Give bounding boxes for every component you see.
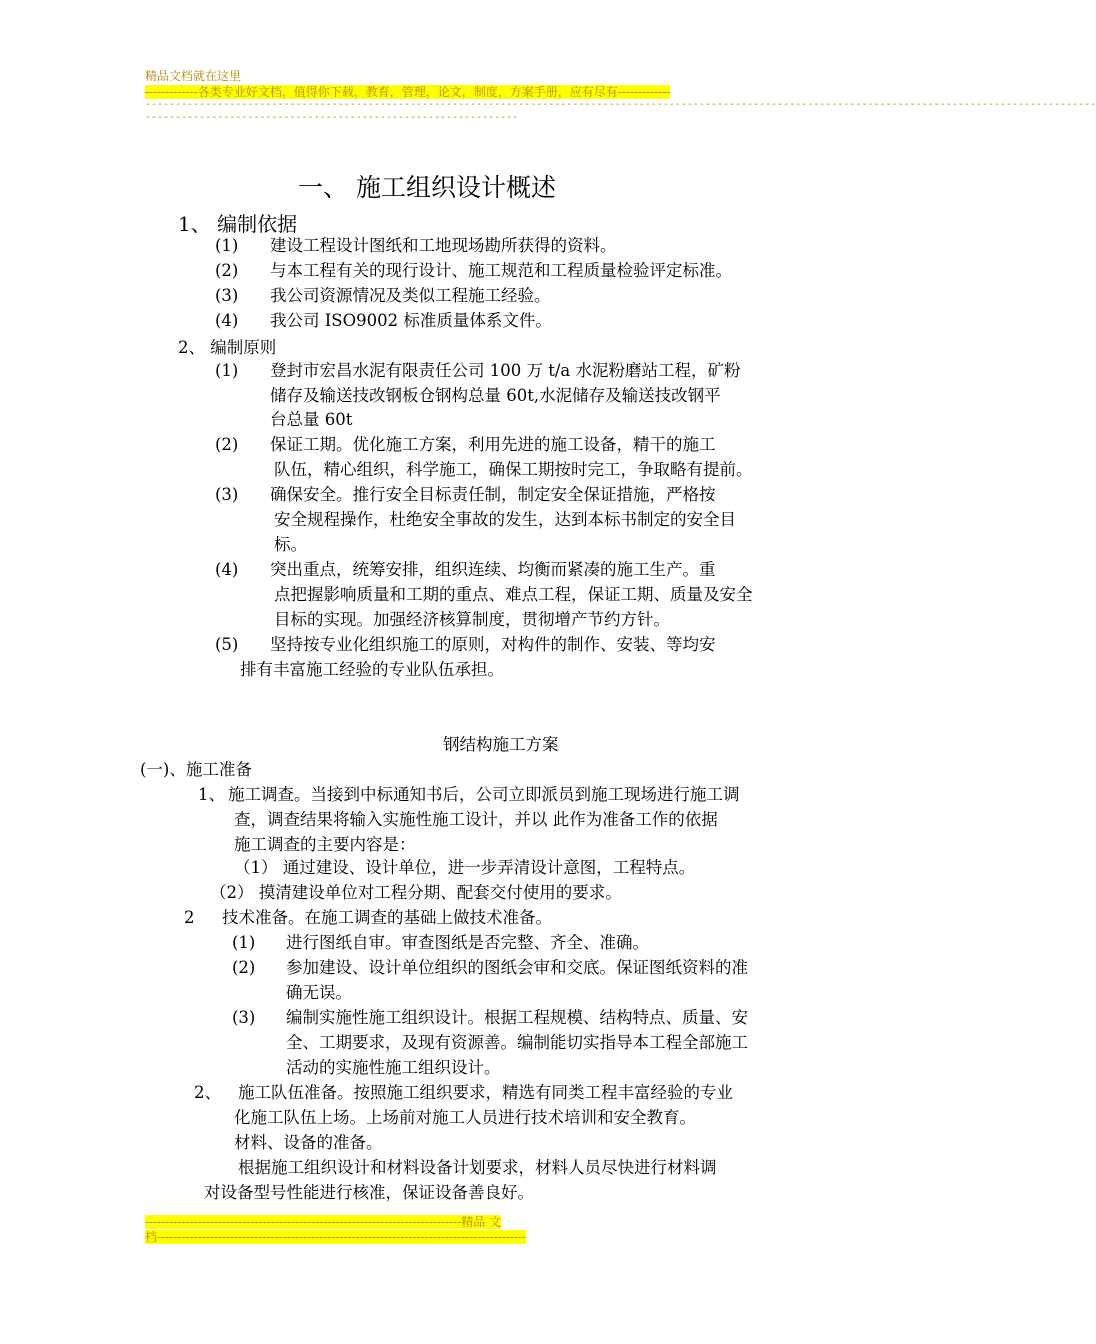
material-line: 根据施工组织设计和材料设备计划要求，材料人员尽快进行材料调 bbox=[238, 1158, 717, 1177]
part-heading: (一)、施工准备 bbox=[140, 760, 252, 779]
item-line: 施工调查。当接到中标通知书后，公司立即派员到施工现场进行施工调 bbox=[228, 785, 740, 804]
material-line: 对设备型号性能进行核准，保证设备善良好。 bbox=[204, 1183, 534, 1202]
principle-line: 排有丰富施工经验的专业队伍承担。 bbox=[240, 660, 504, 679]
footer-text: ------------------------------------------------------------------------------精品 文 bbox=[145, 1215, 502, 1229]
tech-num: (1) bbox=[232, 933, 256, 952]
principle-line: 坚持按专业化组织施工的原则，对构件的制作、安装、等均安 bbox=[270, 635, 716, 654]
principle-line: 登封市宏昌水泥有限责任公司 100 万 t/a 水泥粉磨站工程，矿粉 bbox=[270, 361, 741, 380]
section2-title: 钢结构施工方案 bbox=[443, 735, 559, 754]
tech-line: 活动的实施性施工组织设计。 bbox=[286, 1058, 501, 1077]
footer-line bbox=[145, 1229, 526, 1245]
principle-num: (2) bbox=[215, 435, 239, 454]
principle-line: 队伍，精心组织，科学施工，确保工期按时完工，争取略有提前。 bbox=[274, 460, 753, 479]
tech-line: 进行图纸自审。审查图纸是否完整、齐全、准确。 bbox=[286, 933, 649, 952]
principle-num: (4) bbox=[215, 560, 239, 579]
principle-line: 储存及输送技改钢板仓钢构总量 60t,水泥储存及输送技改钢平 bbox=[270, 386, 721, 405]
basis-text: 我公司资源情况及类似工程施工经验。 bbox=[270, 286, 551, 305]
header-dash-line: -------------------------------------------------------------------------------------------------------------------------------------------------------------- bbox=[145, 99, 1096, 110]
basis-text: 建设工程设计图纸和工地现场勘所获得的资料。 bbox=[270, 236, 617, 255]
basis-num: (3) bbox=[215, 286, 239, 305]
header-banner-text: -------------各类专业好文档，值得你下载，教育，管理，论文，制度，方案手册，应有尽有------------- bbox=[145, 85, 671, 99]
footer-line bbox=[145, 1214, 501, 1230]
basis-num: (4) bbox=[215, 311, 239, 330]
principle-num: (1) bbox=[215, 361, 239, 380]
tech-num: (2) bbox=[232, 958, 256, 977]
principle-num: (3) bbox=[215, 485, 239, 504]
principle-line: 突出重点，统筹安排，组织连续、均衡而紧凑的施工生产。重 bbox=[270, 560, 716, 579]
section-title: 一、 施工组织设计概述 bbox=[298, 173, 556, 202]
header-top-label: 精品文档就在这里 bbox=[145, 69, 242, 83]
footer-text: 档------------------------------------------------------------------------------------------- bbox=[145, 1230, 526, 1244]
header-dash-line-short: -------------------------------------------------------------- bbox=[145, 112, 519, 123]
item-line: 化施工队伍上场。上场前对施工人员进行技术培训和安全教育。 bbox=[234, 1108, 696, 1127]
item-line: 查，调查结果将输入实施性施工设计，并以 此作为准备工作的依据 bbox=[234, 810, 718, 829]
item-line: 技术准备。在施工调查的基础上做技术准备。 bbox=[222, 908, 552, 927]
item-line: 施工调查的主要内容是： bbox=[234, 835, 416, 854]
heading-basis: 1、 编制依据 bbox=[178, 212, 298, 236]
principle-line: 目标的实现。加强经济核算制度，贯彻增产节约方针。 bbox=[274, 610, 670, 629]
principle-line: 确保安全。推行安全目标责任制，制定安全保证措施，严格按 bbox=[270, 485, 716, 504]
principle-num: (5) bbox=[215, 635, 239, 654]
basis-text: 与本工程有关的现行设计、施工规范和工程质量检验评定标准。 bbox=[270, 261, 732, 280]
principle-line: 标。 bbox=[274, 535, 307, 554]
basis-num: (1) bbox=[215, 236, 239, 255]
basis-num: (2) bbox=[215, 261, 239, 280]
sub-item: （1） 通过建设、设计单位，进一步弄清设计意图，工程特点。 bbox=[234, 858, 696, 877]
item-num: 2、 bbox=[194, 1083, 221, 1102]
heading-principles: 2、 编制原则 bbox=[178, 338, 277, 357]
principle-line: 安全规程操作，杜绝安全事故的发生，达到本标书制定的安全目 bbox=[274, 510, 736, 529]
principle-line: 保证工期。优化施工方案，利用先进的施工设备，精干的施工 bbox=[270, 435, 716, 454]
tech-line: 全、工期要求，及现有资源善。编制能切实指导本工程全部施工 bbox=[286, 1033, 748, 1052]
item-line: 施工队伍准备。按照施工组织要求，精选有同类工程丰富经验的专业 bbox=[238, 1083, 733, 1102]
material-title: 材料、设备的准备。 bbox=[234, 1133, 383, 1152]
principle-line: 点把握影响质量和工期的重点、难点工程，保证工期、质量及安全 bbox=[274, 585, 753, 604]
basis-text: 我公司 ISO9002 标准质量体系文件。 bbox=[270, 311, 552, 330]
header-banner bbox=[145, 84, 670, 100]
tech-line: 参加建设、设计单位组织的图纸会审和交底。保证图纸资料的准 bbox=[286, 958, 748, 977]
sub-item: （2） 摸清建设单位对工程分期、配套交付使用的要求。 bbox=[210, 883, 622, 902]
tech-line: 编制实施性施工组织设计。根据工程规模、结构特点、质量、安 bbox=[286, 1008, 748, 1027]
tech-line: 确无误。 bbox=[286, 983, 352, 1002]
item-num: 2 bbox=[184, 908, 195, 927]
principle-line: 台总量 60t bbox=[270, 410, 353, 429]
item-num: 1、 bbox=[198, 785, 225, 804]
tech-num: (3) bbox=[232, 1008, 256, 1027]
